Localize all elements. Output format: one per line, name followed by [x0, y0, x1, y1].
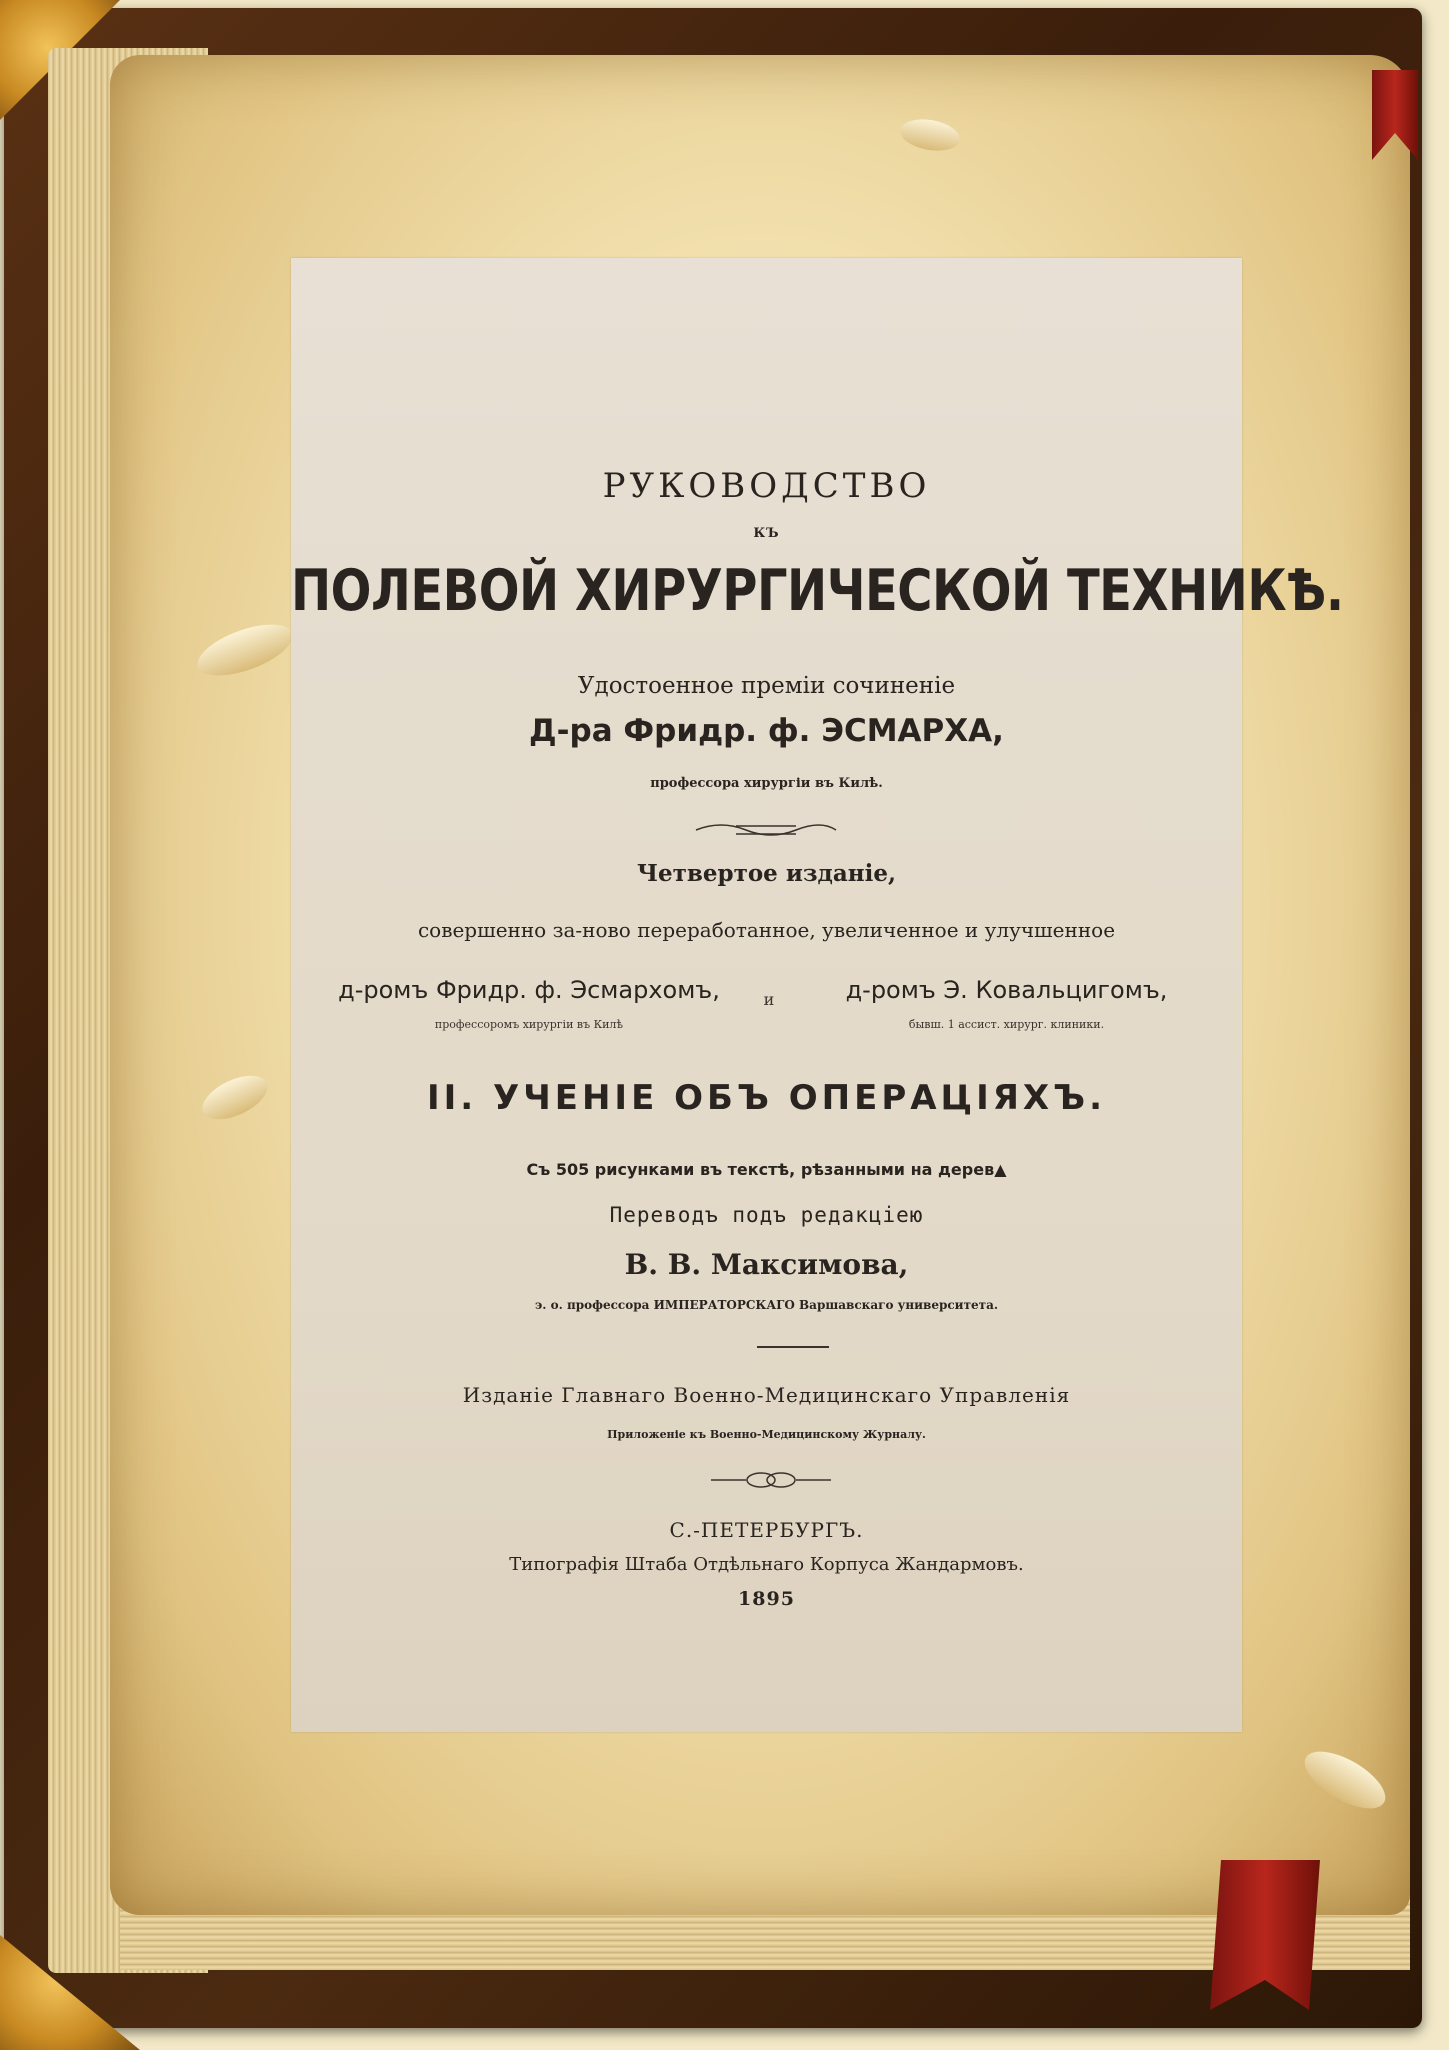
coauthor-2-title: бывш. 1 ассист. хирург. клиники.: [908, 1018, 1105, 1031]
edition-line: Четвертое изданіе,: [637, 860, 896, 887]
title-page-scan: [291, 258, 1344, 1732]
title-line-1: РУКОВОДСТВО: [602, 466, 931, 506]
coauthor-1-title: профессоромъ хирургіи въ Килѣ: [434, 1018, 624, 1031]
supplement-line: Приложеніе къ Военно-Медицинскому Журналу.: [607, 1428, 926, 1441]
revision-line: совершенно за-ново переработанное, увеличенное и улучшенное: [417, 918, 1116, 942]
ornament-divider-icon: [291, 818, 1242, 842]
editor-title: э. о. профессора ИМПЕРАТОРСКАГО Варшавскаго университета.: [534, 1298, 999, 1312]
award-line: Удостоенное преміи сочиненіе: [577, 673, 956, 699]
figures-line: Съ 505 рисунками въ текстѣ, рѣзанными на дерев▲: [526, 1160, 1007, 1179]
coauthor-conjunction: и: [763, 990, 775, 1009]
title-preposition: КЪ: [753, 526, 780, 541]
main-title: ПОЛЕВОЙ ХИРУРГИЧЕСКОЙ ТЕХНИКѢ.: [291, 558, 1344, 625]
city-line: С.-ПЕТЕРБУРГЪ.: [669, 1518, 864, 1542]
translation-line: Переводъ подъ редакціею: [609, 1203, 924, 1227]
ornament-chain-icon: [291, 1468, 1242, 1492]
editor-name: В. В. Максимова,: [624, 1248, 909, 1281]
year-line: 1895: [738, 1588, 795, 1610]
author-name: Д-ра Фридр. ф. ЭСМАРХА,: [529, 713, 1004, 749]
coauthor-2: д-ромъ Э. Ковальцигомъ,: [845, 976, 1168, 1004]
printer-line: Типографія Штаба Отдѣльнаго Корпуса Жандармовъ.: [509, 1554, 1024, 1575]
author-title: профессора хирургіи въ Килѣ.: [650, 776, 883, 791]
publisher-line: Изданіе Главнаго Военно-Медицинскаго Управленія: [462, 1383, 1071, 1407]
coauthor-1: д-ромъ Фридр. ф. Эсмархомъ,: [338, 976, 720, 1004]
horizontal-rule: [757, 1346, 829, 1348]
part-title: II. УЧЕНІЕ ОБЪ ОПЕРАЦІЯХЪ.: [427, 1078, 1106, 1118]
